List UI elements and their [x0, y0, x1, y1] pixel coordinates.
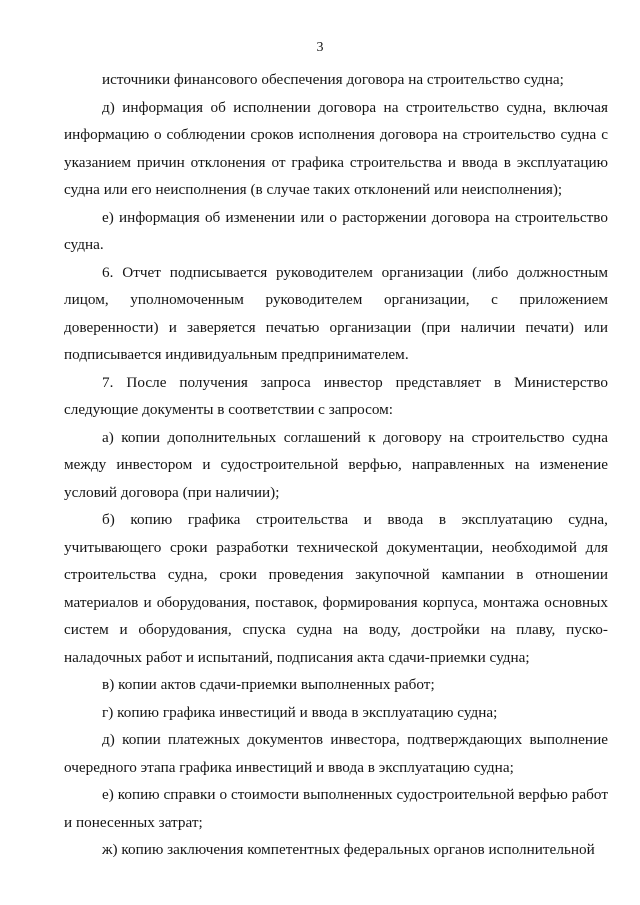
paragraph-item-zh-authority-conclusion: ж) копию заключения компетентных федеральных органов исполнительной	[102, 841, 595, 858]
paragraph-item-v-acceptance-acts: в) копии актов сдачи-приемки выполненных работ;	[102, 676, 435, 693]
paragraph-item-e-cost-certificate: е) копию справки о стоимости выполненных судостроительной верфью работ и понесенных затрат;	[64, 786, 608, 831]
paragraph-item-d-payment-documents: д) копии платежных документов инвестора, подтверждающих выполнение очередного этапа графика инвестиций и ввода в эксплуатацию судна;	[64, 731, 608, 776]
paragraph-item-a-supplementary-agreements: а) копии дополнительных соглашений к договору на строительство судна между инвестором и судостроительной верфью, направленных на изменение условий договора (при наличии);	[64, 428, 608, 501]
document-body	[64, 66, 608, 864]
paragraph-funding-sources: источники финансового обеспечения договора на строительство судна;	[102, 71, 564, 88]
page-number: 3	[316, 40, 324, 55]
paragraph-item-e-contract-change: е) информация об изменении или о расторжении договора на строительство судна.	[64, 208, 608, 253]
paragraph-item-d-contract-execution: д) информация об исполнении договора на строительство судна, включая информацию о соблюдении сроков исполнения договора на строительство судна с указанием причин отклонения от графика строительства и ввода в эксплуатацию судна или его неисполнения (в случае таких отклонений или неисполнения);	[64, 98, 608, 198]
paragraph-7-investor-documents: 7. После получения запроса инвестор представляет в Министерство следующие документы в соответствии с запросом:	[64, 373, 608, 418]
paragraph-6-report-signing: 6. Отчет подписывается руководителем организации (либо должностным лицом, уполномоченным руководителем организации, с приложением доверенности) и заверяется печатью организации (при наличии печати) или подписывается индивидуальным предпринимателем.	[64, 263, 608, 363]
paragraph-item-b-construction-schedule: б) копию графика строительства и ввода в эксплуатацию судна, учитывающего сроки разработки технической документации, необходимой для строительства судна, сроки проведения закупочной кампании в отношении материалов и оборудования, поставок, формирования корпуса, монтажа основных систем и оборудования, спуска судна на воду, достройки на плаву, пуско-наладочных работ и испытаний, подписания акта сдачи-приемки судна;	[64, 511, 608, 666]
paragraph-item-g-investment-schedule: г) копию графика инвестиций и ввода в эксплуатацию судна;	[102, 703, 498, 721]
